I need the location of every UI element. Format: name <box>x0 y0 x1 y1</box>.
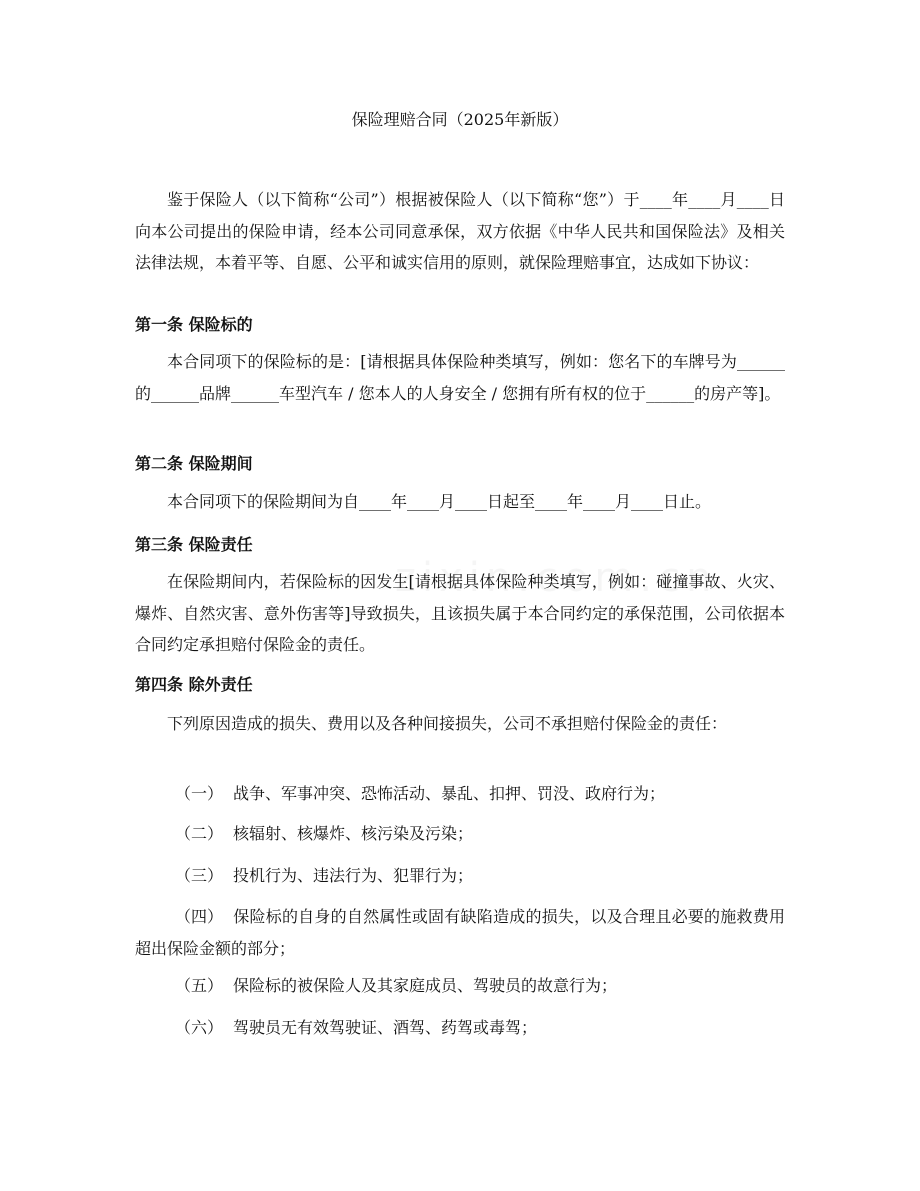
section-text-4: 下列原因造成的损失、费用以及各种间接损失，公司不承担赔付保险金的责任： <box>167 714 728 733</box>
section-text-2: 本合同项下的保险期间为自____年____月____日起至____年____月____日止。 <box>167 492 712 511</box>
document-title: 保险理赔合同（2025年新版） <box>351 110 569 129</box>
exclusion-number: （二） <box>175 824 224 843</box>
exclusion-item <box>135 901 785 964</box>
section-heading-1: 第一条 保险标的 <box>135 315 253 334</box>
exclusion-number: （三） <box>175 866 224 885</box>
exclusion-item <box>135 778 785 810</box>
exclusion-text: 投机行为、违法行为、犯罪行为； <box>233 866 474 885</box>
exclusion-item <box>135 1012 785 1044</box>
exclusion-number: （一） <box>175 784 224 803</box>
section-text-3: 在保险期间内，若保险标的因发生[请根据具体保险种类填写，例如：碰撞事故、火灾、爆炸、自然灾害、意外伤害等]导致损失，且该损失属于本合同约定的承保范围，公司依据本合同约定承担赔付保险金的责任。 <box>135 572 785 654</box>
exclusion-text: 战争、军事冲突、恐怖活动、暴乱、扣押、罚没、政府行为； <box>233 784 666 803</box>
section-heading-2: 第二条 保险期间 <box>135 454 253 473</box>
exclusion-text: 核辐射、核爆炸、核污染及污染； <box>233 824 474 843</box>
exclusion-item <box>135 818 785 850</box>
exclusion-text: 保险标的自身的自然属性或固有缺陷造成的损失，以及合理且必要的施救费用超出保险金额的部分； <box>135 907 785 958</box>
exclusion-text: 保险标的被保险人及其家庭成员、驾驶员的故意行为； <box>233 976 618 995</box>
section-heading-4: 第四条 除外责任 <box>135 675 253 694</box>
exclusion-item <box>135 970 785 1002</box>
section-text-1: 本合同项下的保险标的是：[请根据具体保险种类填写，例如：您名下的车牌号为______的______品牌______车型汽车 / 您本人的人身安全 / 您拥有所有权的位于______的房产等]。 <box>135 352 785 403</box>
preamble-paragraph: 鉴于保险人（以下简称“公司”）根据被保险人（以下简称“您”）于____年____月____日向本公司提出的保险申请，经本公司同意承保，双方依据《中华人民共和国保险法》及相关法律法规，本着平等、自愿、公平和诚实信用的原则，就保险理赔事宜，达成如下协议： <box>135 190 785 272</box>
exclusion-item <box>135 860 785 892</box>
exclusion-number: （六） <box>175 1018 224 1037</box>
exclusion-number: （五） <box>175 976 224 995</box>
exclusion-number: （四） <box>175 907 224 926</box>
section-heading-3: 第三条 保险责任 <box>135 535 253 554</box>
exclusion-text: 驾驶员无有效驾驶证、酒驾、药驾或毒驾； <box>233 1018 538 1037</box>
